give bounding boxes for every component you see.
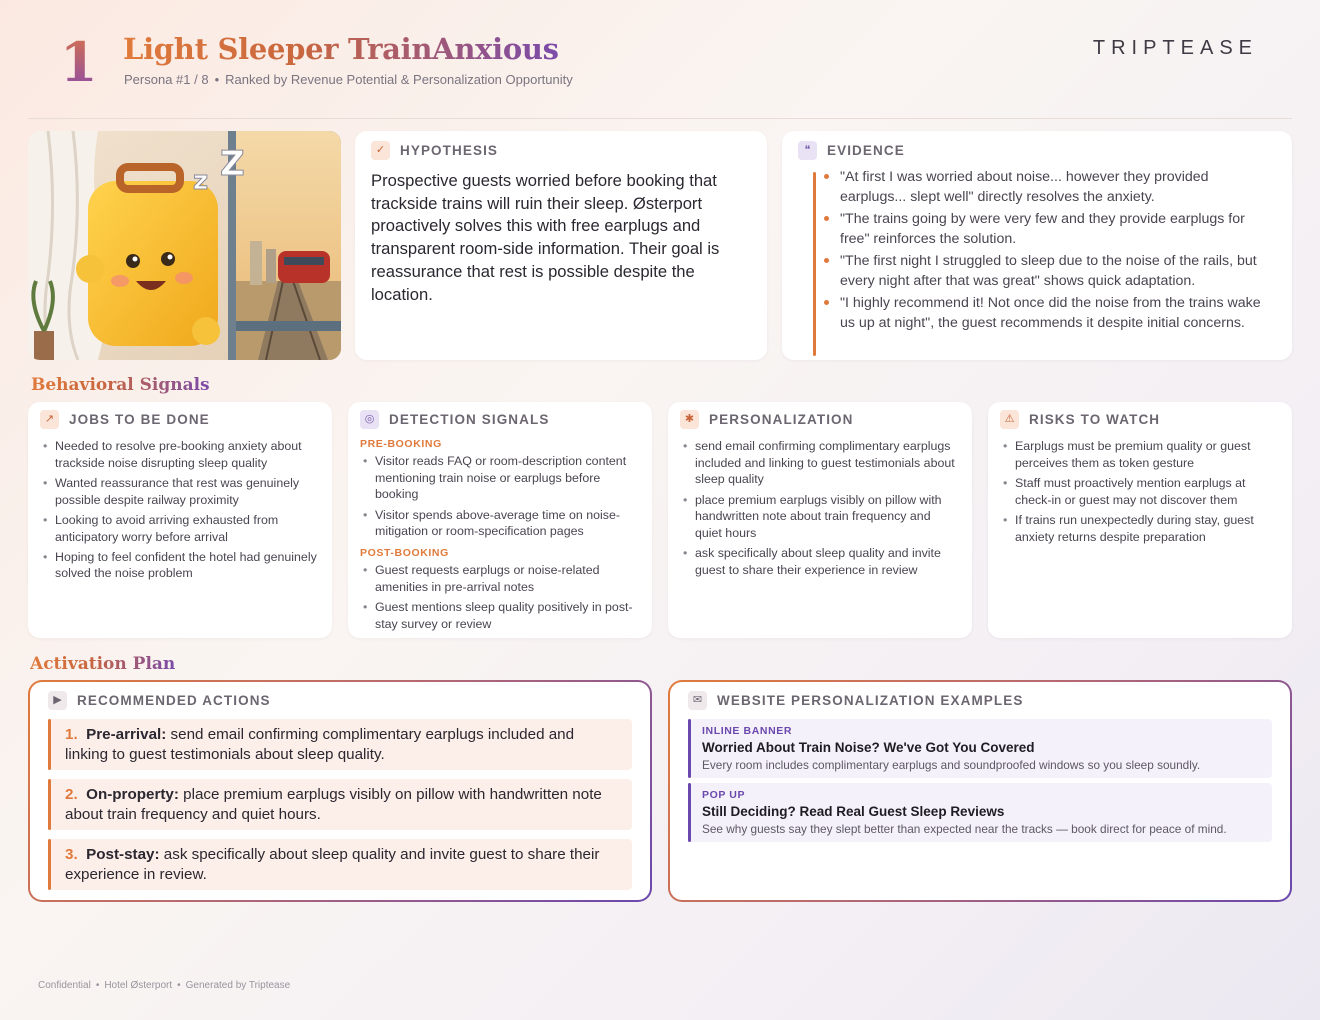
list-item: • Guest mentions sleep quality positively in post-stay survey or review bbox=[360, 599, 640, 632]
website-personalization-card bbox=[668, 680, 1292, 902]
action-accent-bar bbox=[48, 779, 51, 830]
radar-icon: ◎ bbox=[360, 410, 379, 429]
activation-plan-title: Activation Plan bbox=[30, 654, 176, 674]
action-text: ask specifically about sleep quality and invite guest to share their experience in review. bbox=[65, 846, 600, 883]
list-item: • ask specifically about sleep quality and invite guest to share their experience in review bbox=[680, 545, 960, 578]
risks-card bbox=[988, 402, 1292, 638]
separator-dot: • bbox=[95, 980, 100, 991]
footer-hotel: Hotel Østerport bbox=[104, 980, 173, 991]
list-item: • send email confirming complimentary earplugs included and linking to guest testimonials about sleep quality bbox=[680, 438, 960, 488]
list-item: • Needed to resolve pre-booking anxiety about trackside noise disrupting sleep quality bbox=[40, 438, 320, 471]
behavioral-signals-title: Behavioral Signals bbox=[31, 375, 210, 395]
web-example-title: Worried About Train Noise? We've Got You Covered bbox=[702, 740, 1035, 755]
separator-dot: • bbox=[214, 72, 220, 87]
list-item: • Wanted reassurance that rest was genuinely possible despite railway proximity bbox=[40, 475, 320, 508]
action-accent-bar bbox=[48, 719, 51, 770]
persona-number: 1 bbox=[60, 30, 98, 94]
web-examples-label: WEBSITE PERSONALIZATION EXAMPLES bbox=[717, 693, 1024, 708]
evidence-list bbox=[824, 168, 1276, 333]
evidence-accent-bar bbox=[813, 172, 816, 356]
hypothesis-card bbox=[355, 131, 767, 360]
web-example-tag: INLINE BANNER bbox=[702, 725, 793, 737]
web-example-pop-up bbox=[688, 783, 1272, 842]
footer-confidential: Confidential bbox=[38, 980, 91, 991]
jobs-to-be-done-card bbox=[28, 402, 332, 638]
action-text: send email confirming complimentary earplugs included and linking to guest testimonials about sleep quality. bbox=[65, 726, 575, 763]
action-phase: On-property: bbox=[86, 786, 179, 803]
evidence-item: "The first night I struggled to sleep due to the noise of the rails, but every night after that was great" shows quick adaptation. bbox=[824, 252, 1276, 291]
web-accent-bar bbox=[688, 719, 691, 778]
evidence-item: "The trains going by were very few and they provide earplugs for free" reinforces the solution. bbox=[824, 210, 1276, 249]
jobs-list bbox=[40, 438, 320, 582]
persona-subtitle bbox=[124, 71, 573, 89]
hypothesis-label: HYPOTHESIS bbox=[400, 143, 499, 158]
evidence-item: "At first I was worried about noise... however they provided earplugs... slept well" directly resolves the anxiety. bbox=[824, 168, 1276, 207]
evidence-card bbox=[782, 131, 1292, 360]
action-text: place premium earplugs visibly on pillow with handwritten note about train frequency and quiet hours. bbox=[65, 786, 602, 823]
personalization-card bbox=[668, 402, 972, 638]
risks-label: RISKS TO WATCH bbox=[1029, 412, 1161, 427]
action-accent-bar bbox=[48, 839, 51, 890]
list-item: • Visitor spends above-average time on noise-mitigation or room-specification pages bbox=[360, 507, 640, 540]
detection-signals-card bbox=[348, 402, 652, 638]
list-item: • place premium earplugs visibly on pillow with handwritten note about train frequency and quiet hours bbox=[680, 492, 960, 542]
warning-icon: ⚠ bbox=[1000, 410, 1019, 429]
envelope-icon: ✉ bbox=[688, 691, 707, 710]
web-example-inline-banner bbox=[688, 719, 1272, 778]
personalization-list bbox=[680, 438, 960, 579]
brand-logo: TRIPTEASE bbox=[1092, 37, 1258, 59]
action-number: 1. bbox=[65, 726, 78, 743]
persona-index: Persona #1 / 8 bbox=[124, 72, 209, 87]
list-item: • If trains run unexpectedly during stay, guest anxiety returns despite preparation bbox=[1000, 512, 1280, 545]
footer bbox=[38, 980, 290, 991]
action-item bbox=[48, 839, 632, 890]
action-number: 2. bbox=[65, 786, 78, 803]
risks-list bbox=[1000, 438, 1280, 545]
header-divider bbox=[28, 118, 1292, 119]
separator-dot: • bbox=[177, 980, 181, 991]
detection-label: DETECTION SIGNALS bbox=[389, 412, 550, 427]
evidence-item: "I highly recommend it! Not once did the noise from the trains wake us up at night", the guest recommends it despite initial concerns. bbox=[824, 294, 1276, 333]
action-phase: Post-stay: bbox=[86, 846, 160, 863]
list-item: • Earplugs must be premium quality or guest perceives them as token gesture bbox=[1000, 438, 1280, 471]
svg-text:z: z bbox=[193, 166, 209, 196]
action-number: 3. bbox=[65, 846, 78, 863]
post-booking-list bbox=[360, 562, 640, 632]
list-item: • Looking to avoid arriving exhausted from anticipatory worry before arrival bbox=[40, 512, 320, 545]
web-accent-bar bbox=[688, 783, 691, 842]
footer-generated: Generated by Triptease bbox=[185, 980, 291, 991]
play-icon: ▶ bbox=[48, 691, 67, 710]
personalization-label: PERSONALIZATION bbox=[709, 412, 854, 427]
pre-booking-label: PRE-BOOKING bbox=[360, 438, 442, 450]
persona-ranking: Ranked by Revenue Potential & Personalization Opportunity bbox=[225, 72, 573, 87]
checkmark-icon: ✓ bbox=[371, 141, 390, 160]
post-booking-label: POST-BOOKING bbox=[360, 547, 449, 560]
web-example-tag: POP UP bbox=[702, 789, 746, 801]
persona-title: Light Sleeper TrainAnxious bbox=[123, 32, 559, 66]
web-example-title: Still Deciding? Read Real Guest Sleep Reviews bbox=[702, 804, 1005, 819]
persona-illustration bbox=[28, 131, 341, 360]
action-item bbox=[48, 779, 632, 830]
svg-text:Z: Z bbox=[220, 144, 245, 184]
action-phase: Pre-arrival: bbox=[86, 726, 167, 743]
actions-label: RECOMMENDED ACTIONS bbox=[77, 693, 271, 708]
pre-booking-list bbox=[360, 453, 640, 540]
quote-icon: ❝ bbox=[798, 141, 817, 160]
list-item: • Staff must proactively mention earplugs at check-in or guest may not discover them bbox=[1000, 475, 1280, 508]
trend-arrow-icon: ↗ bbox=[40, 410, 59, 429]
sparkle-icon: ✱ bbox=[680, 410, 699, 429]
web-example-desc: See why guests say they slept better than expected near the tracks — book direct for peace of mind. bbox=[702, 822, 1227, 836]
web-example-desc: Every room includes complimentary earplugs and soundproofed windows so you sleep soundly. bbox=[702, 758, 1201, 772]
list-item: • Guest requests earplugs or noise-related amenities in pre-arrival notes bbox=[360, 562, 640, 595]
jobs-label: JOBS TO BE DONE bbox=[69, 412, 210, 427]
hypothesis-text: Prospective guests worried before booking that trackside trains will ruin their sleep. Østerport proactively solves this with free earplugs and transparent room-side information. Their goal is reassurance that rest is possible despite the location. bbox=[371, 171, 720, 304]
action-item bbox=[48, 719, 632, 770]
recommended-actions-card bbox=[28, 680, 652, 902]
list-item: • Visitor reads FAQ or room-description content mentioning train noise or earplugs before booking bbox=[360, 453, 640, 503]
evidence-label: EVIDENCE bbox=[827, 143, 905, 158]
list-item: • Hoping to feel confident the hotel had genuinely solved the noise problem bbox=[40, 549, 320, 582]
